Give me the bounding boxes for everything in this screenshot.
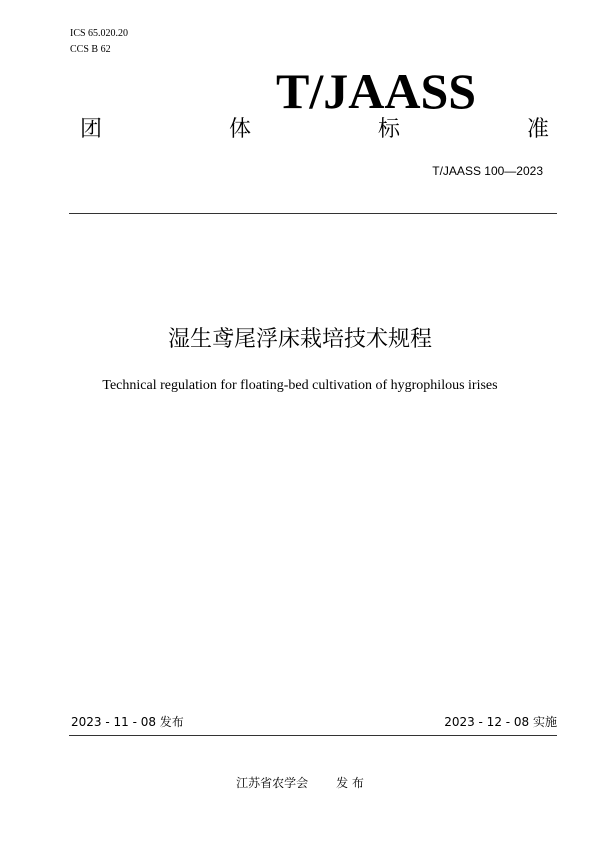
standard-number: T/JAASS 100—2023 xyxy=(432,164,543,178)
publisher-line xyxy=(0,776,600,790)
standard-logo: T/JAASS xyxy=(276,63,477,119)
publish-label: 发 布 xyxy=(336,776,364,790)
standard-title-en: Technical regulation for floating-bed cultivation of hygrophilous irises xyxy=(102,378,498,393)
footer-divider xyxy=(69,735,557,736)
standard-type-char-4: 准 xyxy=(527,117,550,142)
implement-date: 2023 - 12 - 08 实施 xyxy=(444,715,557,729)
standard-type-char-1: 团 xyxy=(80,117,103,142)
ics-code: ICS 65.020.20 xyxy=(70,28,129,39)
ccs-code: CCS B 62 xyxy=(70,44,111,55)
publisher-name: 江苏省农学会 xyxy=(236,776,309,790)
header-divider xyxy=(69,213,557,214)
release-date: 2023 - 11 - 08 发布 xyxy=(71,715,184,729)
standard-type-char-3: 标 xyxy=(378,117,401,142)
standard-title-zh: 湿生鸢尾浮床栽培技术规程 xyxy=(167,327,432,352)
standard-type-char-2: 体 xyxy=(229,117,252,142)
